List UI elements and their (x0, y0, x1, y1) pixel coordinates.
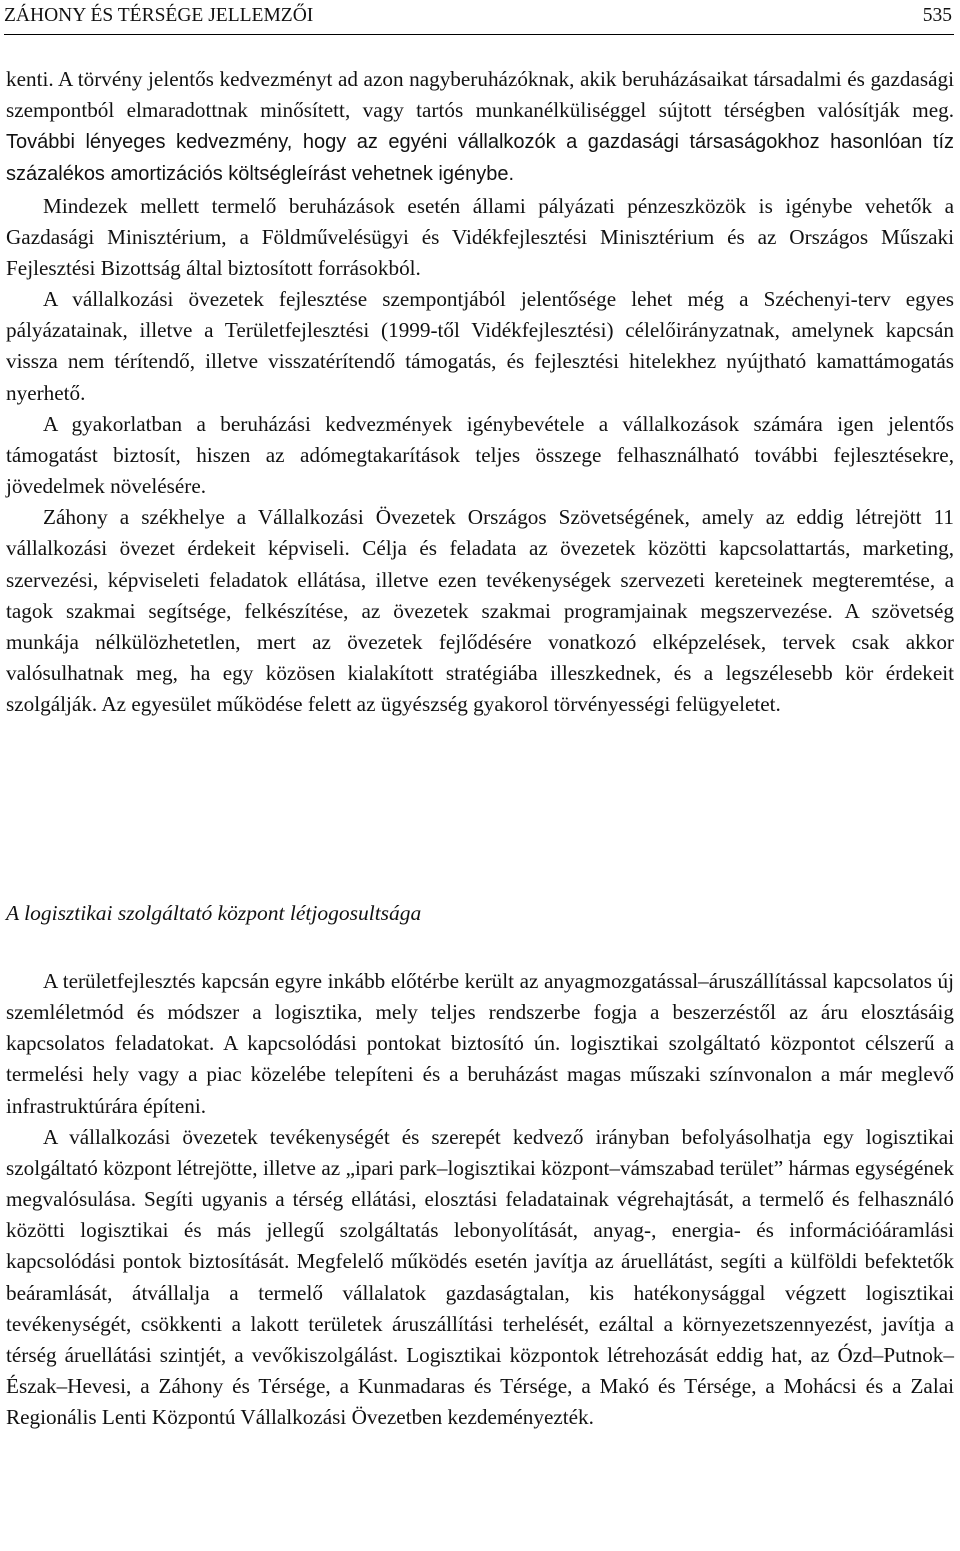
section-heading: A logisztikai szolgáltató központ létjogosultsága (6, 901, 422, 925)
paragraph-text-sans: További lényeges kedvezmény, hogy az egyéni vállalkozók a gazdasági társaságokhoz hasonlóan tíz százalékos amortizációs költségleírást vehetnek igénybe. (6, 131, 954, 186)
paragraph: A vállalkozási övezetek tevékenységét és szerepét kedvező irányban befolyásolhatja egy logisztikai szolgáltató központ létrejötte, illetve az „ipari park–logisztikai központ–vámszabad terület” hármas egységének megvalósulása. Segíti ugyanis a térség ellátási, elosztási feladatainak végrehajtását, a termelő és felhasználó közötti logisztikai és más jellegű szolgáltatás lebonyolítását, anyag-, energia- és információáramlási kapcsolódási pontok biztosítását. Megfelelő működés esetén javítja az áruellátást, segíti a külföldi befektetők beáramlását, átvállalja a termelő vállalatok gazdaságtalan, kis hatékonysággal végzett logisztikai tevékenységét, csökkenti a lakott területek áruszállítási terhelését, ezáltal a környezetszennyezést, javítja a térség áruellátási szintjét, a vevőkiszolgálást. Logisztikai központok létrehozását eddig hat, az Ózd–Putnok–Észak–Hevesi, a Záhony és Térsége, a Kunmadaras és Térsége, a Makó és Térsége, a Mohácsi és a Zalai Regionális Lenti Központú Vállalkozási Övezetben kezdeményezték. (6, 1124, 954, 1430)
paragraph: A gyakorlatban a beruházási kedvezmények igénybevétele a vállalkozások számára igen jelentős támogatást biztosít, hiszen az adómegtakarítások teljes összege felhasználható további fejlesztésekre, jövedelmek növelésére. (6, 411, 954, 499)
section-logisztikai-kozpont (6, 966, 954, 1433)
paragraph (6, 64, 954, 191)
paragraph: Mindezek mellett termelő beruházások esetén állami pályázati pénzeszközök is igénybe vehetők a Gazdasági Minisztérium, a Földművelésügyi és Vidékfejlesztési Minisztérium és az Országos Műszaki Fejlesztési Bizottság által biztosított forrásokból. (6, 193, 954, 280)
paragraph: A vállalkozási övezetek fejlesztése szempontjából jelentősége lehet még a Széchenyi-terv egyes pályázatainak, illetve a Területfejlesztési (1999-től Vidékfejlesztési) célelőirányzatnak, amelynek kapcsán vissza nem térítendő, illetve visszatérítendő támogatás, és fejlesztési hitelekhez nyújtható kamattámogatás nyerhető. (6, 287, 954, 405)
paragraph: A területfejlesztés kapcsán egyre inkább előtérbe került az anyagmozgatással–áruszállítással kapcsolatos új szemléletmód és módszer a logisztika, mely teljes rendszerbe fogja a beszerzéstől az áru elosztásáig kapcsolatos feladatokat. A kapcsolódási pontokat biztosító ún. logisztikai szolgáltató központot célszerű a termelési hely vagy a piac közelébe telepíteni és a beruházást magas műszaki színvonalon a már meglevő infrastruktúrára építeni. (6, 969, 954, 1118)
paragraph-text: kenti. A törvény jelentős kedvezményt ad azon nagyberuházóknak, akik beruházásaikat társadalmi és gazdasági szempontból elmaradottnak minősített, vagy tartós munkanélküliséggel sújtott térségben valósítják meg. (6, 67, 954, 123)
paragraph: Záhony a székhelye a Vállalkozási Övezetek Országos Szövetségének, amely az eddig létrejött 11 vállalkozási övezet érdekeit képviseli. Célja és feladata az övezetek közötti kapcsolattartás, marketing, szervezési, képviseleti feladatok ellátása, illetve ezen tevékenységek szervezeti kereteinek megteremtése, a tagok szakmai segítsége, felkészítése, az övezetek szakmai programjainak megszervezése. A szövetség munkája nélkülözhetetlen, mert az övezetek fejlődésére vonatkozó elképzelések, tervek csak akkor valósulhatnak meg, ha egy közösen kialakított stratégiába illeszkednek, és a legszélesebb kör érdekeit szolgálják. Az egyesület működése felett az ügyészség gyakorol törvényességi felügyeletet. (6, 505, 954, 717)
section-vallalkozasi-ovezetek (6, 64, 954, 720)
running-header (4, 2, 954, 35)
running-title: ZÁHONY ÉS TÉRSÉGE JELLEMZŐI (4, 5, 314, 26)
page-number: 535 (922, 5, 952, 26)
